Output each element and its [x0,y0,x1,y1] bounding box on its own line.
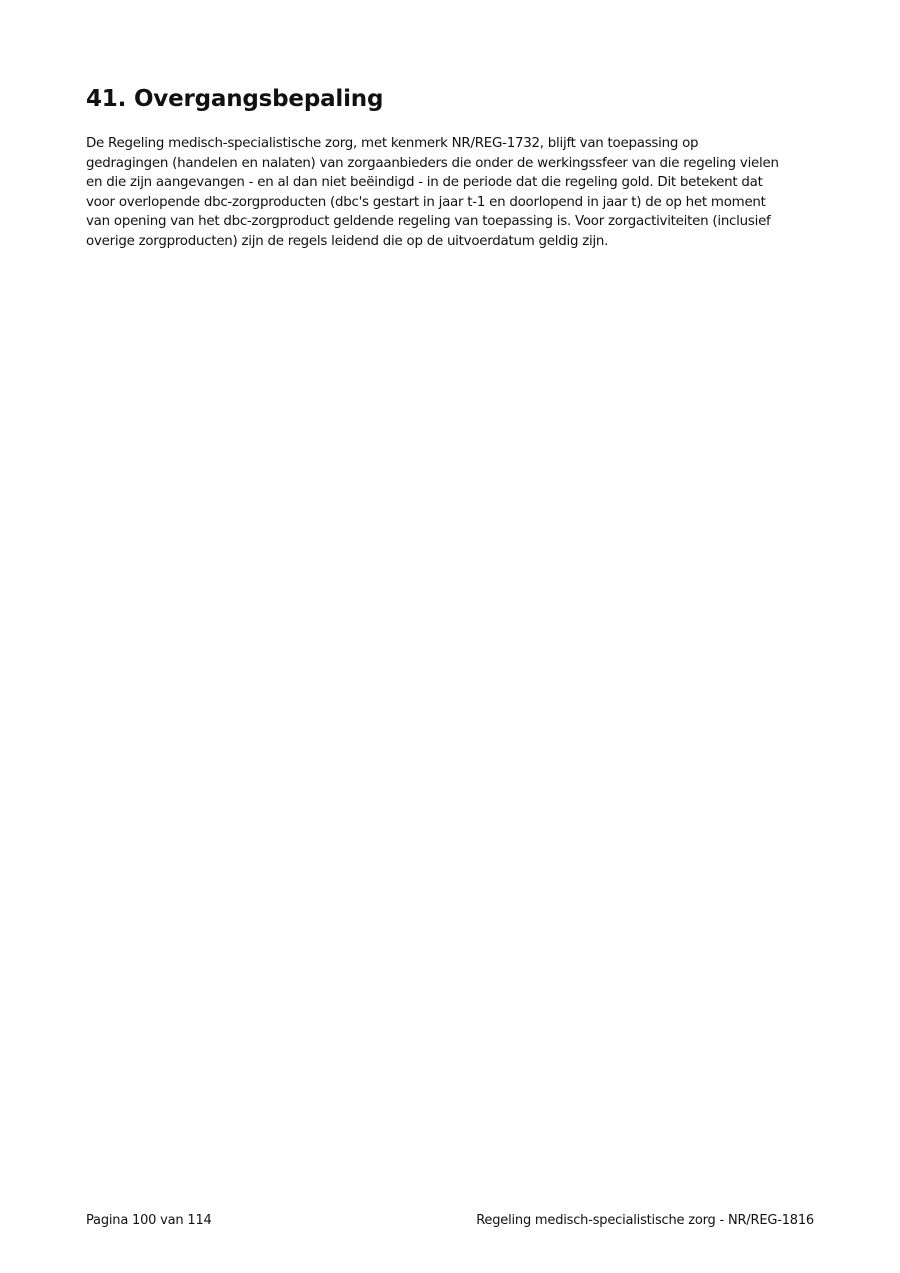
footer-document-title: Regeling medisch-specialistische zorg - NR/REG-1816 [476,1213,814,1228]
paragraph-line: en die zijn aangevangen - en al dan niet beëindigd - in de periode dat die regeling gold. Dit betekent dat [86,175,763,191]
paragraph-line: van opening van het dbc-zorgproduct geldende regeling van toepassing is. Voor zorgactiviteiten (inclusief [86,214,771,230]
section-heading: 41. Overgangsbepaling [86,86,384,112]
paragraph-line: gedragingen (handelen en nalaten) van zorgaanbieders die onder de werkingssfeer van die regeling vielen [86,155,779,171]
paragraph-line: De Regeling medisch-specialistische zorg, met kenmerk NR/REG-1732, blijft van toepassing op [86,136,699,151]
footer-page-number: Pagina 100 van 114 [86,1213,212,1228]
section-paragraph [86,134,816,252]
paragraph-line: voor overlopende dbc-zorgproducten (dbc's gestart in jaar t-1 en doorlopend in jaar t) de op het moment [86,194,766,210]
paragraph-line: overige zorgproducten) zijn de regels leidend die op de uitvoerdatum geldig zijn. [86,233,609,249]
